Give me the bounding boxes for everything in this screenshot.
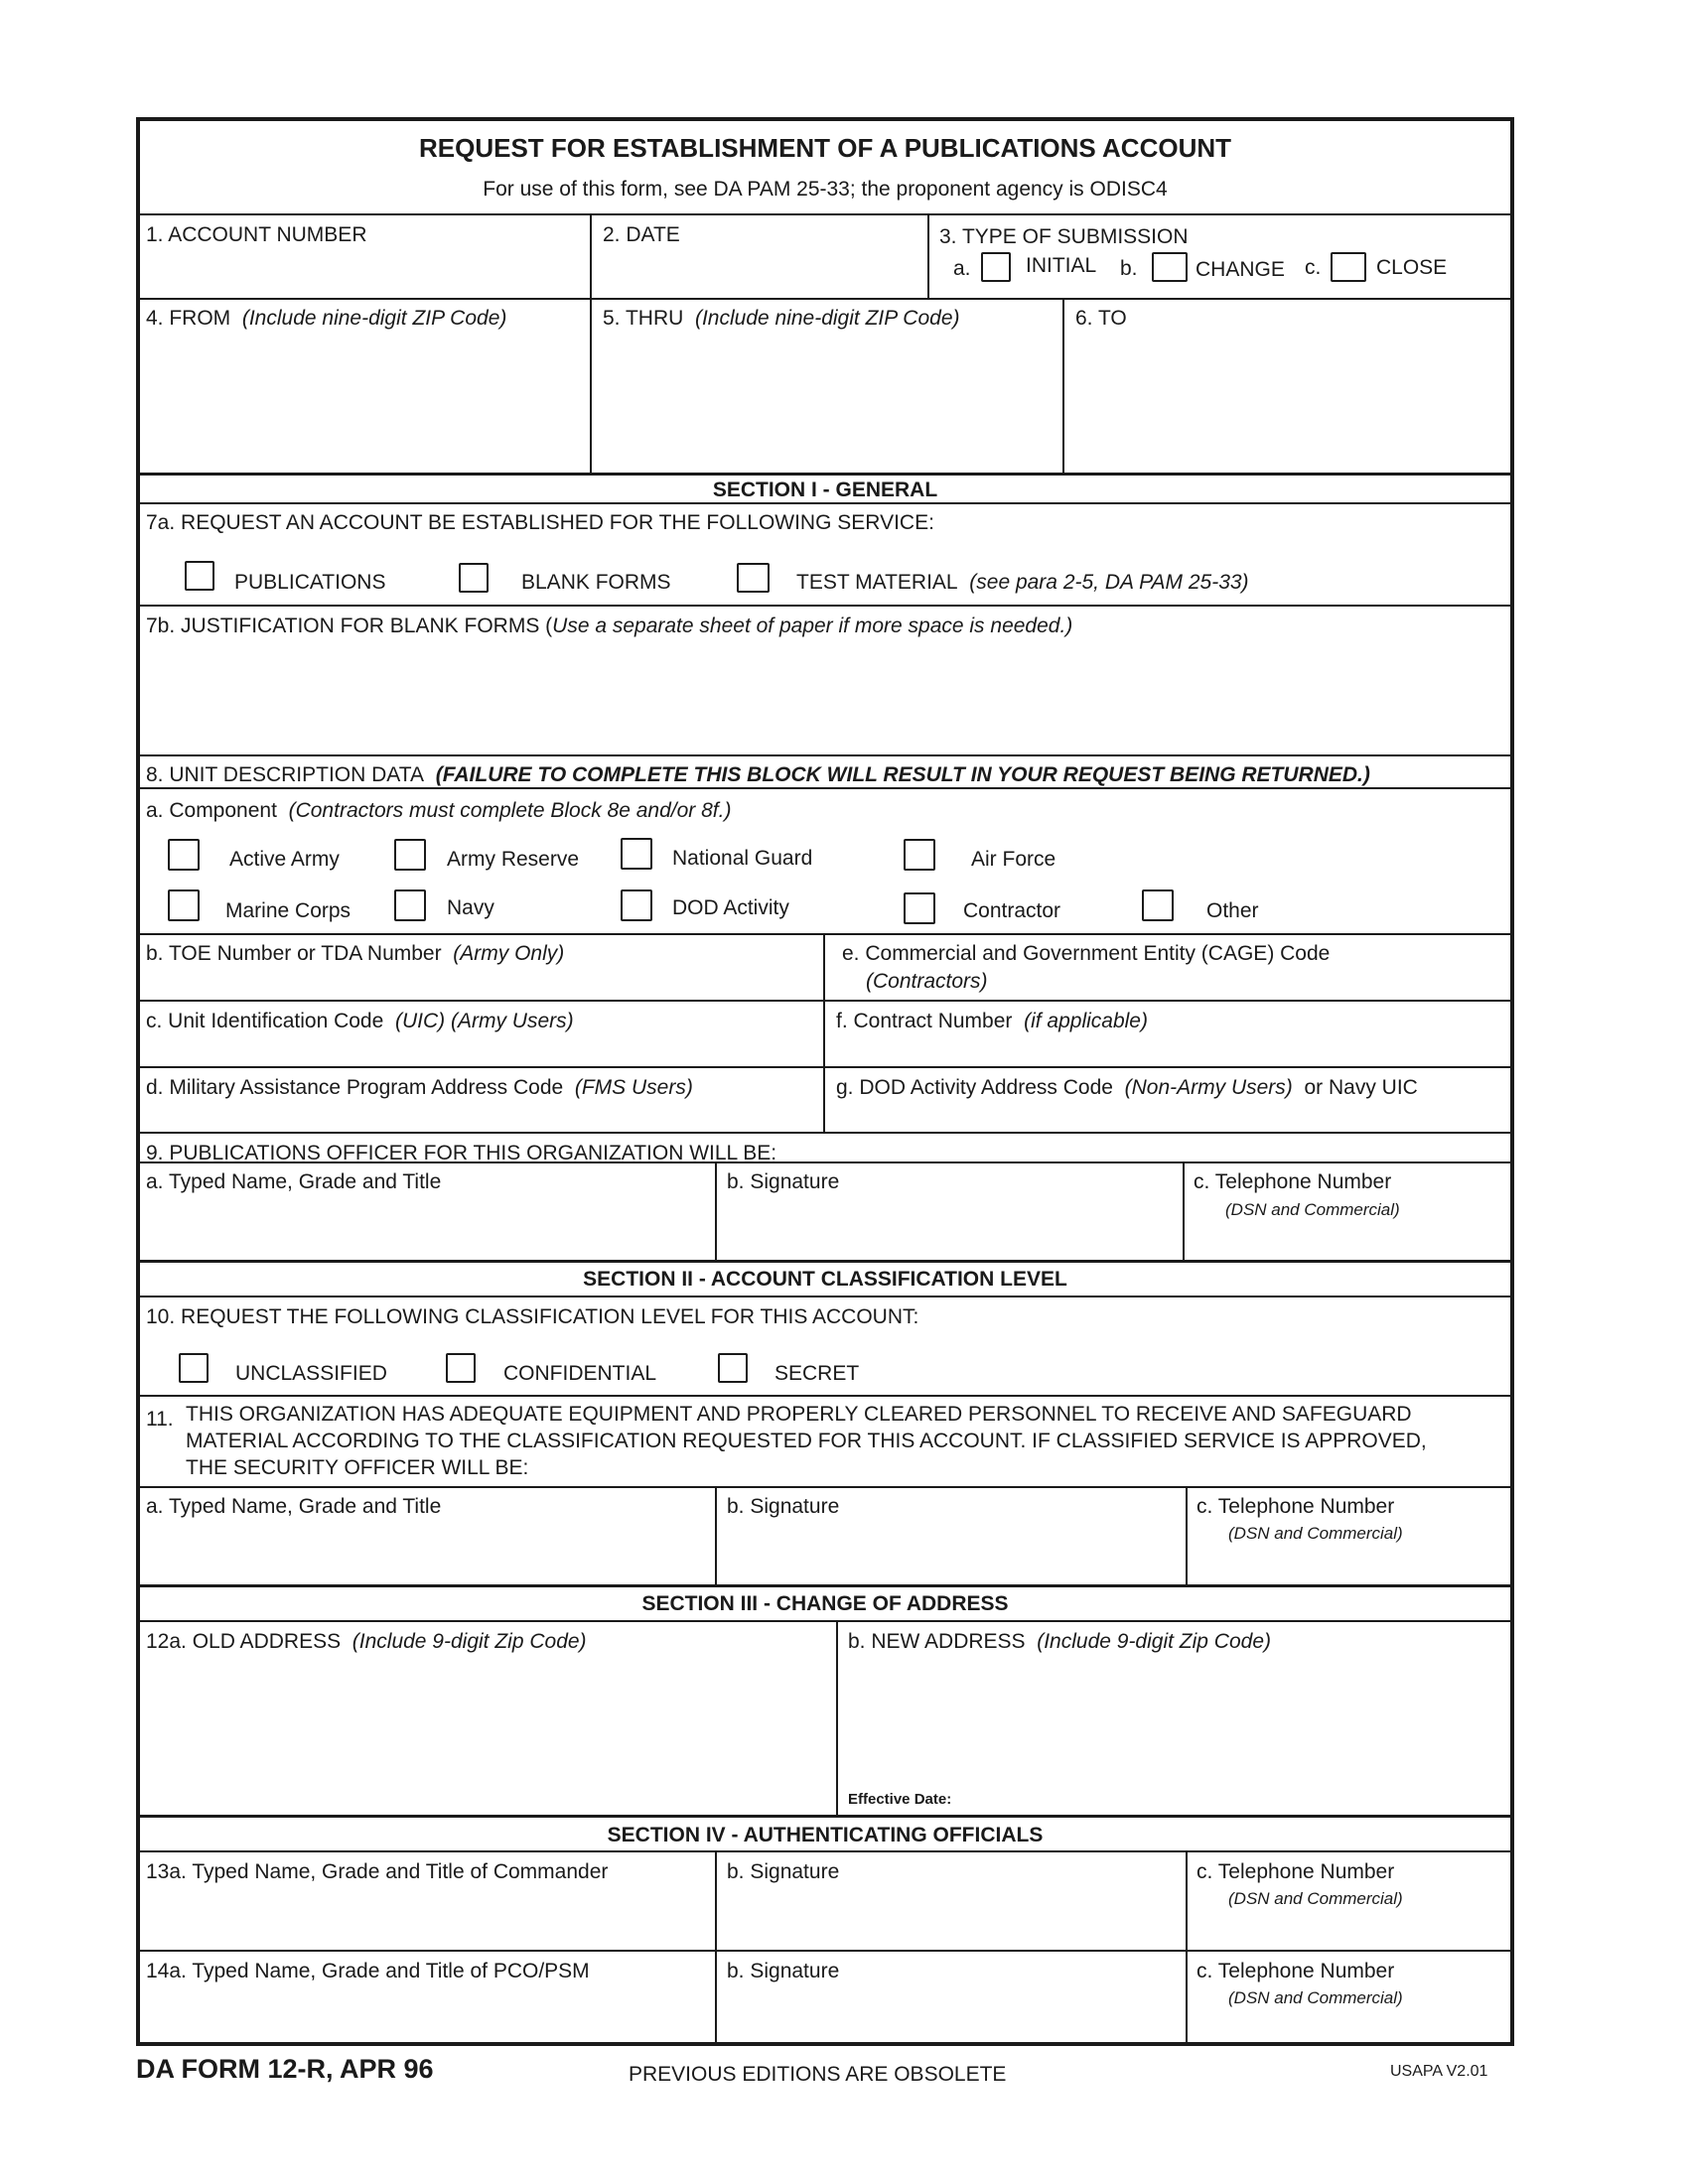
- contractor-checkbox[interactable]: [904, 892, 935, 924]
- publications-checkbox[interactable]: [185, 561, 214, 591]
- section-2-title: SECTION II - ACCOUNT CLASSIFICATION LEVEL: [583, 1268, 1067, 1291]
- dod-activity-checkbox[interactable]: [621, 889, 652, 921]
- active-army-checkbox[interactable]: [168, 839, 200, 871]
- block-8e-hint: (Contractors): [866, 970, 988, 993]
- block-9b-label: b. Signature: [727, 1170, 840, 1193]
- type-of-submission-label: 3. TYPE OF SUBMISSION: [939, 225, 1189, 248]
- national-guard-checkbox[interactable]: [621, 838, 652, 870]
- divider: [136, 1950, 1514, 1952]
- divider: [136, 1161, 1514, 1163]
- form-title: REQUEST FOR ESTABLISHMENT OF A PUBLICATIONS ACCOUNT: [418, 133, 1232, 163]
- block-13c-label: c. Telephone Number: [1196, 1860, 1395, 1883]
- divider: [136, 502, 1514, 504]
- new-address-field[interactable]: [846, 1658, 1505, 1775]
- close-label: CLOSE: [1376, 256, 1448, 279]
- block-8c-label: c. Unit Identification Code (UIC) (Army Users): [146, 1010, 574, 1032]
- block-8g-label: g. DOD Activity Address Code (Non-Army Users) or Navy UIC: [836, 1076, 1418, 1099]
- block-11b-label: b. Signature: [727, 1495, 840, 1518]
- block-7b-label: 7b. JUSTIFICATION FOR BLANK FORMS (Use a separate sheet of paper if more space is needed.): [146, 614, 1073, 637]
- divider: [715, 1161, 717, 1261]
- divider: [136, 1296, 1514, 1297]
- block-11a-label: a. Typed Name, Grade and Title: [146, 1495, 442, 1518]
- army-reserve-label: Army Reserve: [447, 848, 580, 871]
- block-8d-label: d. Military Assistance Program Address Code (FMS Users): [146, 1076, 693, 1099]
- divider: [136, 473, 1514, 476]
- account-number-field[interactable]: [144, 248, 581, 293]
- secret-label: SECRET: [774, 1362, 860, 1385]
- to-label: 6. TO: [1075, 307, 1127, 330]
- form-subtitle: For use of this form, see DA PAM 25-33; the proponent agency is ODISC4: [483, 178, 1168, 201]
- block-14c-label: c. Telephone Number: [1196, 1960, 1395, 1982]
- block-9a-label: a. Typed Name, Grade and Title: [146, 1170, 442, 1193]
- air-force-label: Air Force: [971, 848, 1056, 871]
- initial-label: INITIAL: [1026, 254, 1097, 277]
- marine-corps-checkbox[interactable]: [168, 889, 200, 921]
- divider: [136, 1000, 1514, 1002]
- block-9c-hint: (DSN and Commercial): [1225, 1200, 1400, 1219]
- test-material-checkbox[interactable]: [737, 563, 770, 593]
- blank-forms-label: BLANK FORMS: [521, 571, 671, 594]
- thru-label: 5. THRU (Include nine-digit ZIP Code): [603, 307, 960, 330]
- dod-activity-label: DOD Activity: [672, 896, 789, 919]
- block-12b-label: b. NEW ADDRESS (Include 9-digit Zip Code): [848, 1630, 1271, 1653]
- submission-c-letter: c.: [1305, 256, 1322, 279]
- blank-forms-checkbox[interactable]: [459, 563, 489, 593]
- to-address-field[interactable]: [1072, 334, 1505, 468]
- from-address-field[interactable]: [144, 334, 581, 468]
- submission-b-letter: b.: [1120, 257, 1138, 280]
- unclassified-label: UNCLASSIFIED: [235, 1362, 387, 1385]
- from-label: 4. FROM (Include nine-digit ZIP Code): [146, 307, 507, 330]
- block-8f-label: f. Contract Number (if applicable): [836, 1010, 1148, 1032]
- marine-corps-label: Marine Corps: [225, 899, 352, 922]
- divider: [136, 1132, 1514, 1134]
- active-army-label: Active Army: [229, 848, 340, 871]
- block-13c-hint: (DSN and Commercial): [1228, 1889, 1403, 1908]
- section-1-title: SECTION I - GENERAL: [712, 478, 938, 501]
- effective-date-label: Effective Date:: [848, 1791, 952, 1808]
- divider: [823, 933, 825, 1132]
- contractor-label: Contractor: [963, 899, 1061, 922]
- divider: [136, 1486, 1514, 1488]
- date-field[interactable]: [600, 248, 917, 293]
- divider: [715, 1850, 717, 2046]
- divider: [136, 1815, 1514, 1818]
- divider: [136, 933, 1514, 935]
- divider: [1062, 298, 1064, 474]
- block-14b-label: b. Signature: [727, 1960, 840, 1982]
- other-label: Other: [1206, 899, 1259, 922]
- change-checkbox[interactable]: [1152, 252, 1188, 282]
- divider: [136, 754, 1514, 756]
- divider: [1186, 1486, 1188, 1585]
- divider: [136, 1395, 1514, 1397]
- block-11c-label: c. Telephone Number: [1196, 1495, 1395, 1518]
- section-4-title: SECTION IV - AUTHENTICATING OFFICIALS: [607, 1824, 1044, 1846]
- air-force-checkbox[interactable]: [904, 839, 935, 871]
- block-11-number: 11.: [146, 1408, 174, 1431]
- block-8a-label: a. Component (Contractors must complete Block 8e and/or 8f.): [146, 799, 732, 822]
- divider: [136, 298, 1514, 300]
- version-label: USAPA V2.01: [1390, 2063, 1488, 2080]
- block-12a-label: 12a. OLD ADDRESS (Include 9-digit Zip Code): [146, 1630, 587, 1653]
- block-14a-label: 14a. Typed Name, Grade and Title of PCO/PSM: [146, 1960, 590, 1982]
- block-8-label: 8. UNIT DESCRIPTION DATA (FAILURE TO COMPLETE THIS BLOCK WILL RESULT IN YOUR REQUEST BEING RETURNED.): [146, 763, 1370, 786]
- block-7a-label: 7a. REQUEST AN ACCOUNT BE ESTABLISHED FOR THE FOLLOWING SERVICE:: [146, 511, 934, 534]
- justification-field[interactable]: [144, 641, 1504, 751]
- divider: [136, 1066, 1514, 1068]
- divider: [136, 213, 1514, 215]
- account-number-label: 1. ACCOUNT NUMBER: [146, 223, 367, 246]
- divider: [136, 1584, 1514, 1587]
- divider: [136, 1620, 1514, 1622]
- obsolete-notice: PREVIOUS EDITIONS ARE OBSOLETE: [629, 2063, 1007, 2086]
- block-11-line-1: THIS ORGANIZATION HAS ADEQUATE EQUIPMENT AND PROPERLY CLEARED PERSONNEL TO RECEIVE AND SAFEGUARD: [186, 1403, 1412, 1426]
- divider: [1183, 1161, 1185, 1261]
- block-14c-hint: (DSN and Commercial): [1228, 1988, 1403, 2007]
- thru-address-field[interactable]: [600, 334, 1053, 468]
- other-checkbox[interactable]: [1142, 889, 1174, 921]
- navy-checkbox[interactable]: [394, 889, 426, 921]
- block-13a-label: 13a. Typed Name, Grade and Title of Commander: [146, 1860, 609, 1883]
- block-10-label: 10. REQUEST THE FOLLOWING CLASSIFICATION LEVEL FOR THIS ACCOUNT:: [146, 1305, 919, 1328]
- block-9c-label: c. Telephone Number: [1194, 1170, 1392, 1193]
- block-13b-label: b. Signature: [727, 1860, 840, 1883]
- divider: [136, 1850, 1514, 1852]
- divider: [136, 1260, 1514, 1263]
- old-address-field[interactable]: [144, 1658, 826, 1807]
- date-label: 2. DATE: [603, 223, 680, 246]
- national-guard-label: National Guard: [672, 847, 813, 870]
- divider: [136, 787, 1514, 789]
- block-11c-hint: (DSN and Commercial): [1228, 1524, 1403, 1543]
- divider: [1186, 1850, 1188, 2046]
- test-material-label: TEST MATERIAL (see para 2-5, DA PAM 25-33): [796, 571, 1249, 594]
- change-label: CHANGE: [1196, 258, 1285, 281]
- divider: [927, 213, 929, 298]
- confidential-checkbox[interactable]: [446, 1353, 476, 1383]
- block-8b-label: b. TOE Number or TDA Number (Army Only): [146, 942, 565, 965]
- unclassified-checkbox[interactable]: [179, 1353, 209, 1383]
- divider: [715, 1486, 717, 1585]
- block-11-line-3: THE SECURITY OFFICER WILL BE:: [186, 1456, 529, 1479]
- navy-label: Navy: [447, 896, 494, 919]
- close-checkbox[interactable]: [1331, 252, 1366, 282]
- section-3-title: SECTION III - CHANGE OF ADDRESS: [641, 1592, 1009, 1615]
- form-id: DA FORM 12-R, APR 96: [136, 2054, 434, 2084]
- block-11-line-2: MATERIAL ACCORDING TO THE CLASSIFICATION REQUESTED FOR THIS ACCOUNT. IF CLASSIFIED SERVICE IS APPROVED,: [186, 1430, 1427, 1452]
- secret-checkbox[interactable]: [718, 1353, 748, 1383]
- confidential-label: CONFIDENTIAL: [503, 1362, 657, 1385]
- initial-checkbox[interactable]: [981, 252, 1011, 282]
- publications-label: PUBLICATIONS: [234, 571, 386, 594]
- army-reserve-checkbox[interactable]: [394, 839, 426, 871]
- divider: [836, 1620, 838, 1815]
- submission-a-letter: a.: [953, 257, 971, 280]
- divider: [590, 213, 592, 474]
- block-8e-label: e. Commercial and Government Entity (CAGE) Code: [842, 942, 1331, 965]
- block-9-label: 9. PUBLICATIONS OFFICER FOR THIS ORGANIZATION WILL BE:: [146, 1142, 777, 1164]
- divider: [136, 605, 1514, 607]
